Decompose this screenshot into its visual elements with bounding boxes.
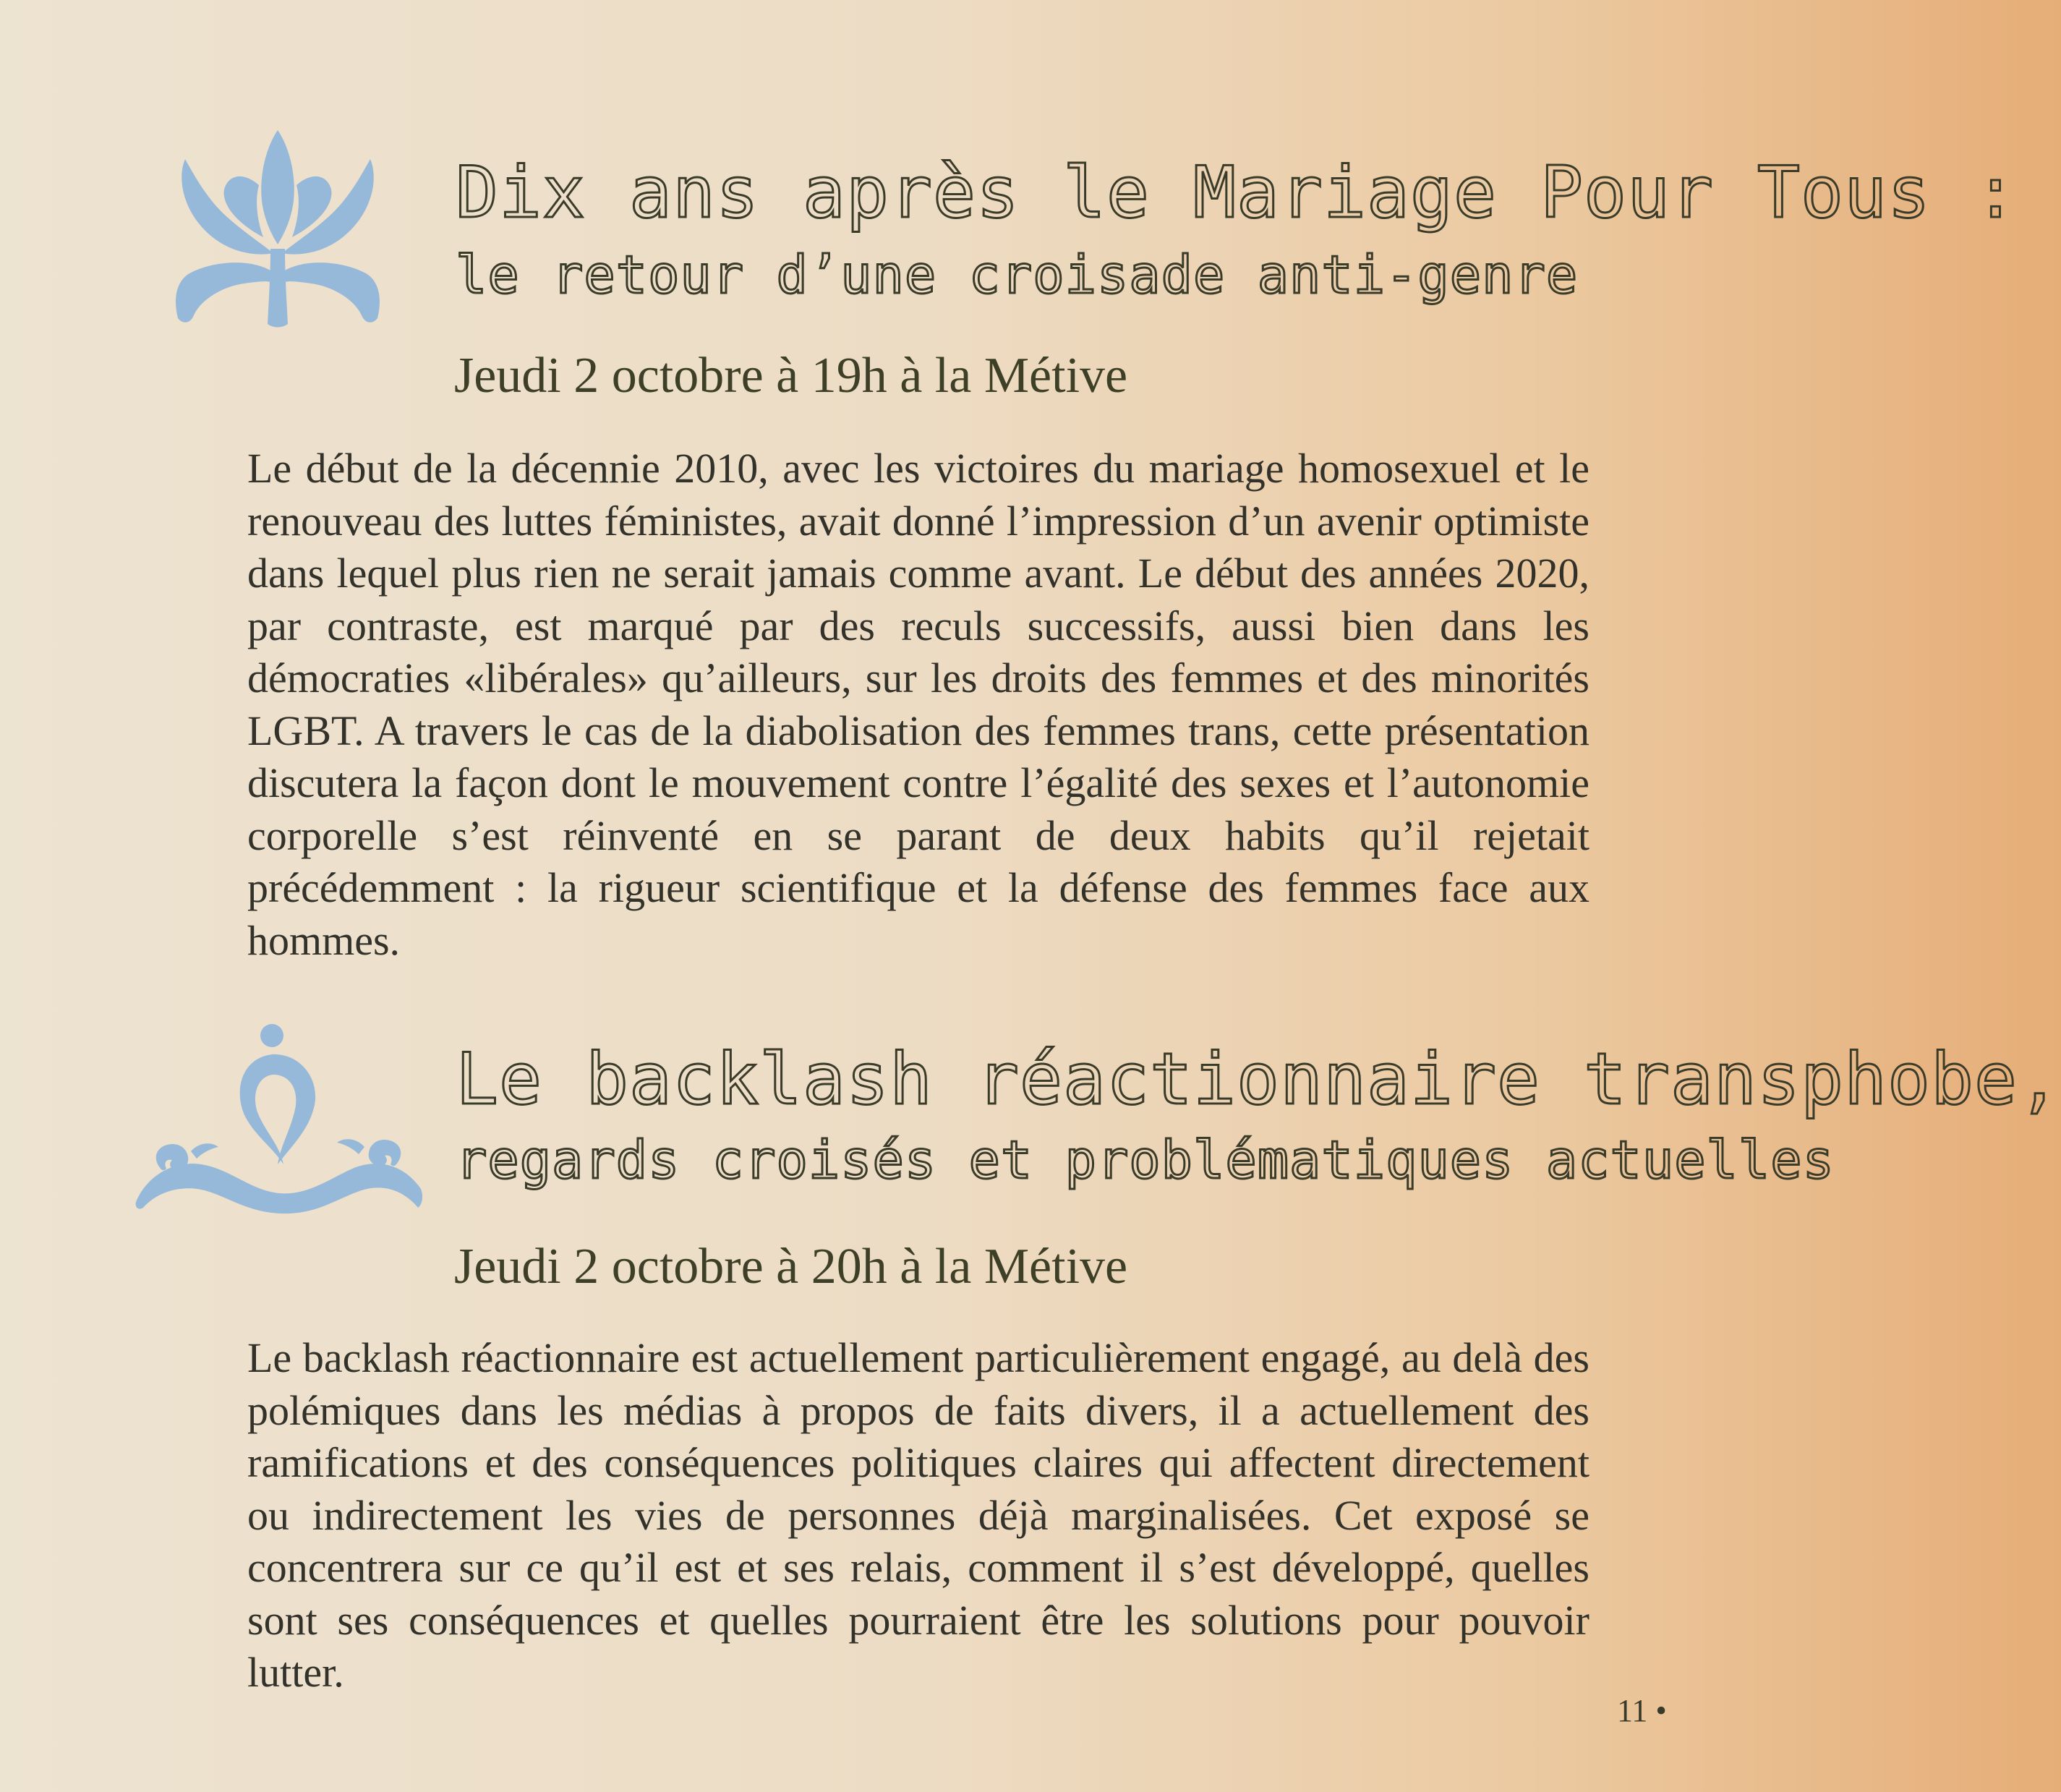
section-1-date: Jeudi 2 octobre à 19h à la Métive <box>454 348 1128 404</box>
section-2-date: Jeudi 2 octobre à 20h à la Métive <box>454 1239 1128 1294</box>
section-2-body: Le backlash réactionnaire est actuellement particulièrement engagé, au delà des polémiques dans les médias à propos de faits divers, il a actuellement des ramifications et des conséquences politiques claires qui affectent directement ou indirectement les vies de personnes déjà marginalisées. Cet exposé se concentrera sur ce qu’il est et ses relais, comment il s’est développé, quelles sont ses conséquences et quelles pourraient être les solutions pour pouvoir lutter. <box>247 1334 1590 1696</box>
section-2-title: Le backlash réactionnaire transphobe, <box>456 1038 2061 1121</box>
scroll-flourish-icon <box>132 1023 425 1213</box>
lotus-flower-icon <box>172 129 383 330</box>
section-2-subtitle: regards croisés et problématiques actuelles <box>456 1130 1835 1190</box>
section-1-title: Dix ans après le Mariage Pour Tous : <box>456 152 2018 234</box>
section-1-subtitle: le retour d’une croisade anti-genre <box>456 244 1579 305</box>
section-1-body: Le début de la décennie 2010, avec les victoires du mariage homosexuel et le renouveau des luttes féministes, avait donné l’impression d’un avenir optimiste dans lequel plus rien ne serait jamais comme avant. Le début des années 2020, par contraste, est marqué par des reculs successifs, aussi bien dans les démocraties «libérales» qu’ailleurs, sur les droits des femmes et des minorités LGBT. A travers le cas de la diabolisation des femmes trans, cette présentation discutera la façon dont le mouvement contre l’égalité des sexes et l’autonomie corporelle s’est réinventé en se parant de deux habits qu’il rejetait précédemment : la rigueur scientifique et la défense des femmes face aux hommes. <box>247 445 1590 964</box>
page-number: 11 • <box>1617 1693 1667 1728</box>
